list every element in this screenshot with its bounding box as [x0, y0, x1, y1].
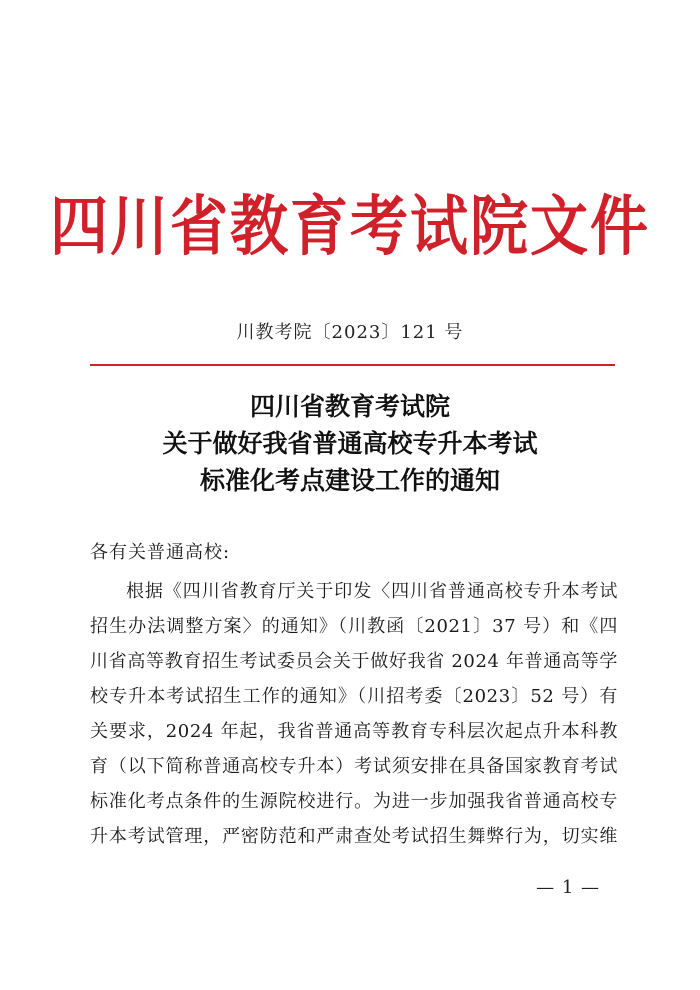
document-number: 川教考院〔2023〕121 号	[236, 322, 464, 343]
title-line-1: 四川省教育考试院	[249, 392, 450, 421]
body-line: 育（以下简称普通高校专升本）考试须安排在具备国家教育考试	[90, 756, 618, 777]
title-line-2: 关于做好我省普通高校专升本考试	[162, 429, 538, 458]
body-line: 川省高等教育招生考试委员会关于做好我省 2024 年普通高等学	[90, 651, 618, 672]
body-line: 升本考试管理，严密防范和严肃查处考试招生舞弊行为，切实维	[90, 826, 618, 847]
body-line: 招生办法调整方案〉的通知》（川教函〔2021〕37 号）和《四	[90, 616, 618, 637]
notice-title	[0, 388, 700, 499]
body-line: 校专升本考试招生工作的通知》（川招考委〔2023〕52 号）有	[90, 686, 618, 707]
red-divider-line	[90, 364, 615, 366]
page-number: — 1 —	[536, 877, 600, 898]
title-line-3: 标准化考点建设工作的通知	[199, 466, 500, 495]
body-line: 标准化考点条件的生源院校进行。为进一步加强我省普通高校专	[90, 791, 618, 812]
body-line: 关要求，2024 年起，我省普通高等教育专科层次起点升本科教	[90, 721, 618, 742]
salutation: 各有关普通高校:	[90, 542, 231, 563]
body-line: 根据《四川省教育厅关于印发〈四川省普通高校专升本考试	[126, 581, 618, 602]
body-paragraph	[90, 574, 618, 854]
masthead-title: 四川省教育考试院文件	[49, 187, 650, 265]
